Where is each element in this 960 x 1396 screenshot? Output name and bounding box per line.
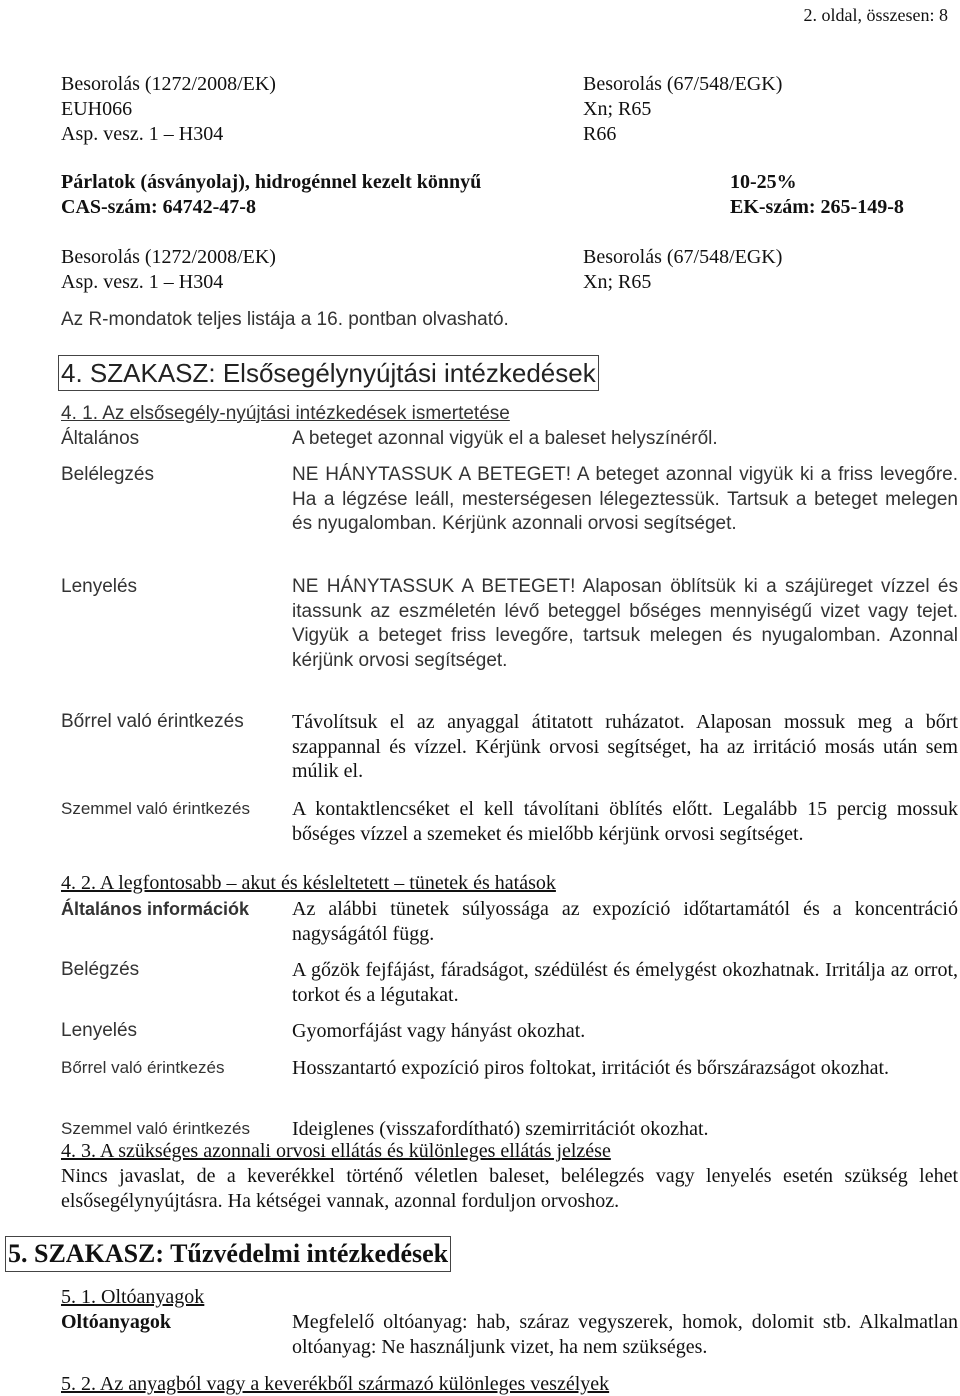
label-skin: Bőrrel való érintkezés <box>61 711 244 732</box>
page-number: 2. oldal, összesen: 8 <box>803 5 948 25</box>
label-general: Általános <box>61 428 140 449</box>
text-general-info: Az alábbi tünetek súlyossága az expozíció időtartamától és a koncentráció nagyságától függ. <box>292 898 958 945</box>
text-general: A beteget azonnal vigyük el a baleset helyszínéről. <box>292 428 718 449</box>
cas-number: CAS-szám: 64742-47-8 <box>61 196 256 218</box>
label-inhalation-2: Belégzés <box>61 959 140 980</box>
text-ingestion-2: Gyomorfájást vagy hányást okozhat. <box>292 1020 586 1042</box>
classification-right-line: R66 <box>583 123 617 145</box>
classification-left-line: Asp. vesz. 1 – H304 <box>61 271 224 293</box>
text-eye: A kontaktlencséket el kell távolítani öblítés előtt. Legalább 15 percig mossuk bőséges vízzel a szemeket és mielőbb kérjünk orvosi segítséget. <box>292 798 958 845</box>
text-extinguishing-media: Megfelelő oltóanyag: hab, száraz vegyszerek, homok, dolomit stb. Alkalmatlan oltóanyag: Ne használjunk vizet, ha nem szükséges. <box>292 1311 958 1358</box>
section4-heading: 4. SZAKASZ: Elsősegélynyújtási intézkedések <box>58 355 599 391</box>
classification-left-line: EUH066 <box>61 98 133 120</box>
subsection-4-1-title: 4. 1. Az elsősegély-nyújtási intézkedések ismertetése <box>61 403 510 424</box>
classification-left-line: Besorolás (1272/2008/EK) <box>61 73 276 95</box>
r-phrases-note: Az R-mondatok teljes listája a 16. pontban olvasható. <box>61 309 509 330</box>
label-skin-2: Bőrrel való érintkezés <box>61 1058 225 1077</box>
label-ingestion: Lenyelés <box>61 576 138 597</box>
text-skin-2: Hosszantartó expozíció piros foltokat, irritációt és bőrszárazságot okozhat. <box>292 1057 890 1079</box>
classification-left-line: Asp. vesz. 1 – H304 <box>61 123 224 145</box>
label-extinguishing-media: Oltóanyagok <box>61 1311 172 1333</box>
component-concentration: 10-25% <box>730 171 797 193</box>
subsection-5-2-title: 5. 2. Az anyagból vagy a keverékből származó különleges veszélyek <box>61 1373 610 1395</box>
section5-heading: 5. SZAKASZ: Tűzvédelmi intézkedések <box>5 1236 451 1272</box>
label-general-info: Általános információk <box>61 899 250 919</box>
text-skin: Távolítsuk el az anyaggal átitatott ruházatot. Alaposan mossuk meg a bőrt szappannal és vízzel. Kérjünk orvosi segítséget, ha az irritáció mosás után sem múlik el. <box>292 711 958 782</box>
text-inhalation: NE HÁNYTASSUK A BETEGET! A beteget azonnal vigyük ki a friss levegőre. Ha a légzése leáll, mesterségesen lélegeztessük. Tartsuk a beteget melegen és nyugalomban. Kérjünk azonnali orvosi segítséget. <box>292 464 958 534</box>
classification-right-line: Besorolás (67/548/EGK) <box>583 73 783 95</box>
label-eye: Szemmel való érintkezés <box>61 799 250 818</box>
text-4-3: Nincs javaslat, de a keverékkel történő véletlen baleset, belélegzés vagy lenyelés esetén szükség lehet elsősegélynyújtásra. Ha kétségei vannak, azonnal forduljon orvoshoz. <box>61 1165 958 1212</box>
classification-right-line: Besorolás (67/548/EGK) <box>583 246 783 268</box>
text-ingestion: NE HÁNYTASSUK A BETEGET! Alaposan öblítsük ki a szájüreget vízzel és itassunk az eszméletén lévő beteggel bőséges mennyiségű vizet vagy tejet. Vigyük a beteget friss levegőre, tartsuk melegen és nyugalomban. Azonnal kérjünk orvosi segítséget. <box>292 576 958 671</box>
subsection-4-3-title: 4. 3. A szükséges azonnali orvosi ellátás és különleges ellátás jelzése <box>61 1140 611 1162</box>
ec-number: EK-szám: 265-149-8 <box>730 196 904 218</box>
text-inhalation-2: A gőzök fejfájást, fáradságot, szédülést és émelygést okozhatnak. Irritálja az orrot, torkot és a légutakat. <box>292 959 958 1006</box>
text-eye-2: Ideiglenes (visszafordítható) szemirritációt okozhat. <box>292 1118 709 1140</box>
classification-left-line: Besorolás (1272/2008/EK) <box>61 246 276 268</box>
subsection-5-1-title: 5. 1. Oltóanyagok <box>61 1286 205 1308</box>
label-ingestion-2: Lenyelés <box>61 1020 138 1041</box>
classification-right-line: Xn; R65 <box>583 98 652 120</box>
classification-right-line: Xn; R65 <box>583 271 652 293</box>
label-eye-2: Szemmel való érintkezés <box>61 1119 250 1138</box>
label-inhalation: Belélegzés <box>61 464 154 485</box>
component-name: Párlatok (ásványolaj), hidrogénnel kezelt könnyű <box>61 171 482 193</box>
subsection-4-2-title: 4. 2. A legfontosabb – akut és késleltetett – tünetek és hatások <box>61 872 556 894</box>
